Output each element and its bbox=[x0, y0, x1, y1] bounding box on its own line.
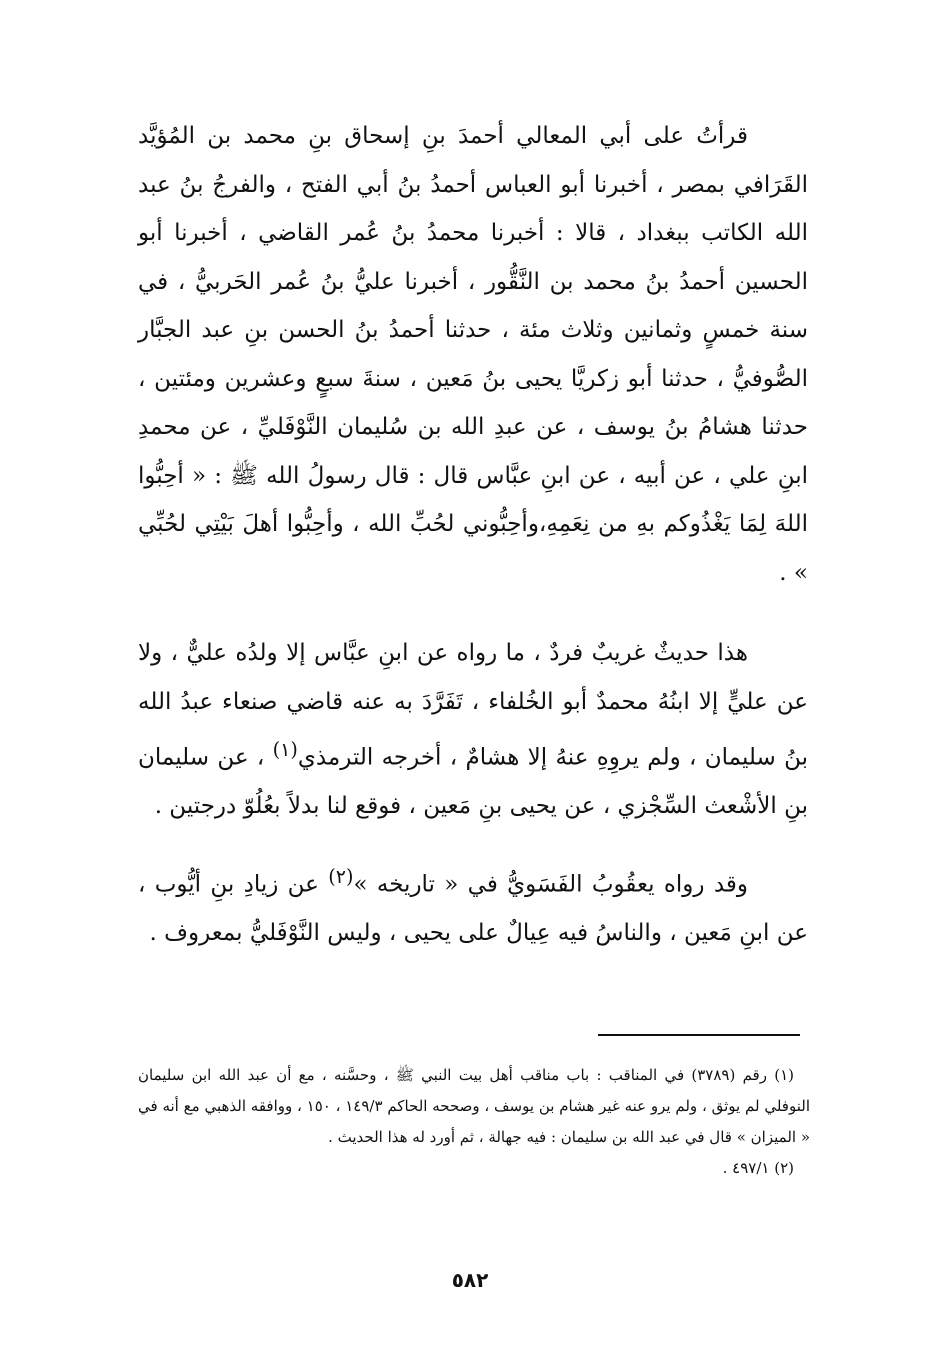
narration-text: وقد رواه يعقُوبُ الفَسَويُّ في « تاريخه » bbox=[353, 871, 748, 898]
commentary-text: هذا حديثٌ غريبٌ فردٌ ، ما رواه عن ابنِ عبَّاس إلا ولدُه عليٌّ ، ولا عن عليٍّ إلا ابنُهُ محمدٌ أبو الخُلفاء ، تَفَرَّدَ به عنه قاضي صنعاء عبدُ الله بنُ سليمان ، ولم يروِهِ عنهُ إلا هشامٌ ، أخرجه الترمذي bbox=[138, 640, 808, 771]
footnote-2: (٢) ٤٩٧/١ . bbox=[722, 1159, 794, 1177]
page-number: ٥٨٢ bbox=[451, 1268, 489, 1292]
footnote-divider bbox=[598, 1034, 800, 1036]
main-text bbox=[138, 112, 808, 957]
footnote-ref-2: (٢) bbox=[328, 864, 354, 888]
narration-paragraph bbox=[138, 853, 808, 958]
footnotes bbox=[138, 1060, 810, 1184]
commentary-text-end: ، عن سليمان بنِ الأشْعث السِّجْزي ، عن يحيى بنِ مَعين ، فوقع لنا بدلاً بعُلُوّ درجتين . bbox=[138, 744, 808, 820]
footnote-ref-1: (١) bbox=[272, 738, 298, 761]
narration-text-end: عن زيادِ بنِ أيُّوب ، عن ابنِ مَعين ، والناسُ فيه عِيالٌ على يحيى ، وليس النَّوْفَليُّ بمعروف . bbox=[138, 871, 808, 946]
hadith-paragraph: قرأتُ على أبي المعالي أحمدَ بنِ إسحاق بنِ محمد بن المُؤيَّد القَرَافي بمصر ، أخبرنا أبو العباس أحمدُ بنُ أبي الفتح ، والفرجُ بنُ عبد الله الكاتب ببغداد ، قالا : أخبرنا محمدُ بنُ عُمر القاضي ، أخبرنا أبو الحسين أحمدُ بنُ محمد بن النَّقُّور ، أخبرنا عليُّ بنُ عُمر الحَربيُّ ، في سنة خمسٍ وثمانين وثلاث مئة ، حدثنا أحمدُ بنُ الحسن بنِ عبد الجبَّار الصُّوفيُّ ، حدثنا أبو زكريَّا يحيى بنُ مَعين ، سنةَ سبعٍ وعشرين ومئتين ، حدثنا هشامُ بنُ يوسف ، عن عبدِ الله بن سُليمان النَّوْفَليِّ ، عن محمدِ ابنِ علي ، عن أبيه ، عن ابنِ عبَّاس قال : قال رسولُ الله ﷺ : « أحِبُّوا اللهَ لِمَا يَغْذُوكم بهِ من نِعَمِهِ،وأحِبُّوني لحُبِّ الله ، وأحِبُّوا أهلَ بَيْتِي لحُبِّي » . bbox=[138, 123, 808, 586]
footnote-1: (١) رقم (٣٧٨٩) في المناقب : باب مناقب أهل بيت النبي ﷺ ، وحسَّنه ، مع أن عبد الله ابن سليمان النوفلي لم يوثق ، ولم يرو عنه غير هشام بن يوسف ، وصححه الحاكم ١٤٩/٣ ، ١٥٠ ، ووافقه الذهبي مع أنه في « الميزان » قال في عبد الله بن سليمان : فيه جهالة ، ثم أورد له هذا الحديث . bbox=[138, 1066, 810, 1146]
commentary-paragraph bbox=[138, 629, 808, 831]
